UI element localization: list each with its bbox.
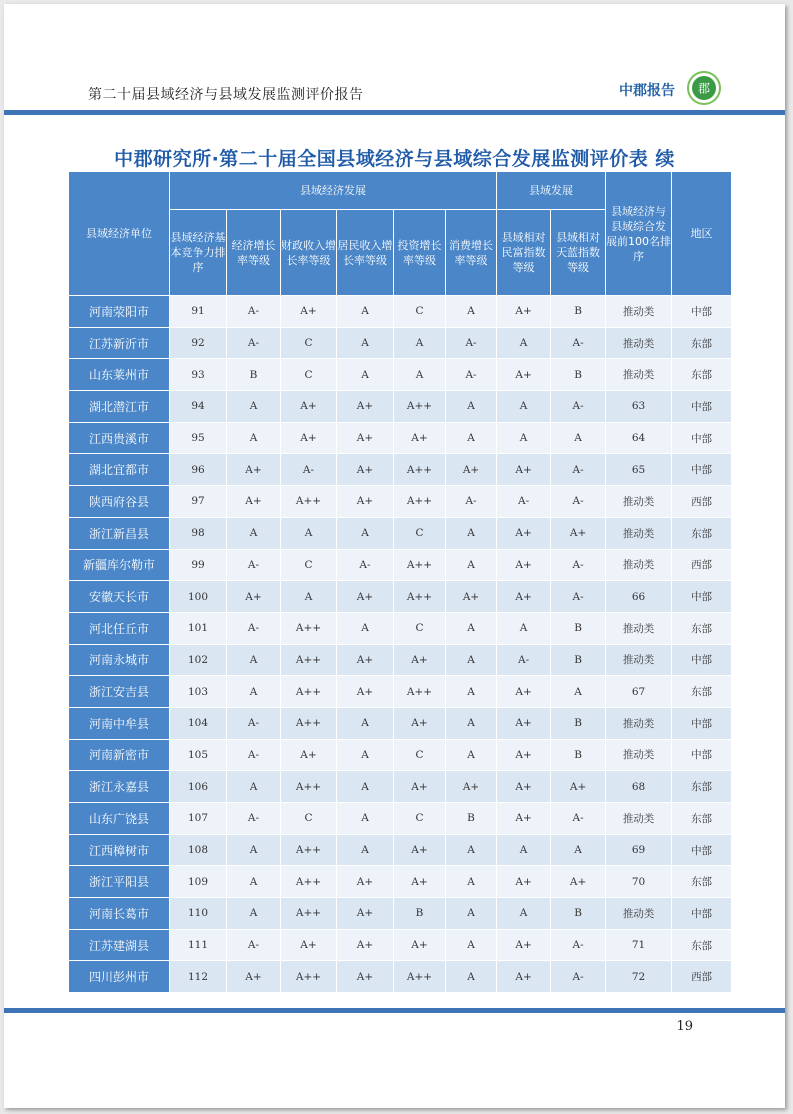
cell-composite-rank: 64 xyxy=(606,422,672,454)
cell-competitiveness-rank: 91 xyxy=(170,296,227,328)
cell-county: 河南长葛市 xyxy=(69,898,170,930)
cell-bluesky-index: A- xyxy=(551,486,606,518)
cell-bluesky-index: A+ xyxy=(551,771,606,803)
cell-county: 河北任丘市 xyxy=(69,612,170,644)
cell-economic-growth: A- xyxy=(227,739,281,771)
cell-investment-growth: C xyxy=(394,517,446,549)
cell-consumption-growth: A xyxy=(446,898,497,930)
table-row xyxy=(69,644,732,676)
cell-investment-growth: A+ xyxy=(394,644,446,676)
footer-rule xyxy=(4,1008,785,1013)
cell-bluesky-index: A xyxy=(551,834,606,866)
cell-wealth-index: A+ xyxy=(497,454,551,486)
cell-investment-growth: A++ xyxy=(394,391,446,423)
cell-wealth-index: A+ xyxy=(497,296,551,328)
cell-investment-growth: A+ xyxy=(394,929,446,961)
cell-competitiveness-rank: 109 xyxy=(170,866,227,898)
cell-wealth-index: A- xyxy=(497,486,551,518)
cell-bluesky-index: A- xyxy=(551,803,606,835)
cell-fiscal-growth: A+ xyxy=(281,929,337,961)
cell-composite-rank: 71 xyxy=(606,929,672,961)
cell-county: 安徽天长市 xyxy=(69,581,170,613)
cell-income-growth: A+ xyxy=(337,898,394,930)
cell-consumption-growth: A+ xyxy=(446,454,497,486)
cell-competitiveness-rank: 94 xyxy=(170,391,227,423)
cell-income-growth: A xyxy=(337,707,394,739)
cell-composite-rank: 推动类 xyxy=(606,803,672,835)
cell-competitiveness-rank: 101 xyxy=(170,612,227,644)
cell-economic-growth: A+ xyxy=(227,961,281,993)
cell-economic-growth: A xyxy=(227,644,281,676)
cell-wealth-index: A- xyxy=(497,644,551,676)
cell-fiscal-growth: A+ xyxy=(281,391,337,423)
cell-bluesky-index: B xyxy=(551,707,606,739)
cell-county: 浙江新昌县 xyxy=(69,517,170,549)
cell-wealth-index: A xyxy=(497,327,551,359)
cell-county: 江西樟树市 xyxy=(69,834,170,866)
cell-bluesky-index: A- xyxy=(551,391,606,423)
cell-wealth-index: A xyxy=(497,834,551,866)
table-row xyxy=(69,898,732,930)
col-header-fiscal-growth: 财政收入增长率等级 xyxy=(281,210,337,296)
cell-income-growth: A xyxy=(337,296,394,328)
cell-income-growth: A+ xyxy=(337,486,394,518)
cell-consumption-growth: A xyxy=(446,549,497,581)
cell-fiscal-growth: A++ xyxy=(281,961,337,993)
cell-county: 江苏新沂市 xyxy=(69,327,170,359)
cell-income-growth: A xyxy=(337,803,394,835)
cell-investment-growth: C xyxy=(394,803,446,835)
cell-composite-rank: 推动类 xyxy=(606,549,672,581)
cell-investment-growth: C xyxy=(394,612,446,644)
cell-wealth-index: A+ xyxy=(497,866,551,898)
cell-income-growth: A+ xyxy=(337,581,394,613)
cell-consumption-growth: B xyxy=(446,803,497,835)
cell-investment-growth: C xyxy=(394,739,446,771)
cell-consumption-growth: A- xyxy=(446,486,497,518)
cell-region: 中部 xyxy=(672,391,732,423)
cell-composite-rank: 67 xyxy=(606,676,672,708)
cell-bluesky-index: A- xyxy=(551,581,606,613)
cell-fiscal-growth: A++ xyxy=(281,771,337,803)
col-header-income-growth: 居民收入增长率等级 xyxy=(337,210,394,296)
cell-consumption-growth: A xyxy=(446,612,497,644)
cell-investment-growth: A++ xyxy=(394,676,446,708)
cell-income-growth: A- xyxy=(337,549,394,581)
cell-composite-rank: 推动类 xyxy=(606,486,672,518)
cell-bluesky-index: A xyxy=(551,422,606,454)
cell-region: 东部 xyxy=(672,803,732,835)
cell-region: 西部 xyxy=(672,961,732,993)
cell-fiscal-growth: C xyxy=(281,803,337,835)
cell-economic-growth: A- xyxy=(227,707,281,739)
cell-bluesky-index: A- xyxy=(551,454,606,486)
col-header-bluesky-index: 县域相对天蓝指数等级 xyxy=(551,210,606,296)
cell-economic-growth: A- xyxy=(227,929,281,961)
col-header-investment-growth: 投资增长率等级 xyxy=(394,210,446,296)
cell-investment-growth: A+ xyxy=(394,866,446,898)
cell-economic-growth: A- xyxy=(227,549,281,581)
cell-region: 东部 xyxy=(672,517,732,549)
cell-composite-rank: 65 xyxy=(606,454,672,486)
cell-region: 东部 xyxy=(672,929,732,961)
table-row xyxy=(69,422,732,454)
cell-fiscal-growth: A++ xyxy=(281,676,337,708)
cell-investment-growth: A+ xyxy=(394,707,446,739)
cell-competitiveness-rank: 106 xyxy=(170,771,227,803)
cell-consumption-growth: A+ xyxy=(446,581,497,613)
cell-composite-rank: 推动类 xyxy=(606,327,672,359)
cell-economic-growth: A xyxy=(227,676,281,708)
cell-economic-growth: A+ xyxy=(227,486,281,518)
table-row xyxy=(69,486,732,518)
cell-region: 中部 xyxy=(672,296,732,328)
cell-wealth-index: A+ xyxy=(497,929,551,961)
cell-county: 浙江永嘉县 xyxy=(69,771,170,803)
cell-fiscal-growth: A++ xyxy=(281,644,337,676)
cell-composite-rank: 66 xyxy=(606,581,672,613)
cell-income-growth: A xyxy=(337,327,394,359)
cell-county: 河南荥阳市 xyxy=(69,296,170,328)
cell-bluesky-index: B xyxy=(551,359,606,391)
cell-income-growth: A+ xyxy=(337,422,394,454)
table-body xyxy=(69,296,732,993)
cell-investment-growth: A xyxy=(394,359,446,391)
cell-wealth-index: A+ xyxy=(497,739,551,771)
brand-name: 中郡报告 xyxy=(619,83,675,99)
cell-region: 中部 xyxy=(672,454,732,486)
col-header-region: 地区 xyxy=(672,172,732,296)
cell-income-growth: A+ xyxy=(337,454,394,486)
cell-bluesky-index: B xyxy=(551,898,606,930)
cell-economic-growth: A- xyxy=(227,296,281,328)
cell-investment-growth: A++ xyxy=(394,549,446,581)
table-row xyxy=(69,739,732,771)
cell-wealth-index: A+ xyxy=(497,581,551,613)
header-rule xyxy=(4,110,785,115)
cell-composite-rank: 推动类 xyxy=(606,644,672,676)
table-row xyxy=(69,676,732,708)
cell-competitiveness-rank: 93 xyxy=(170,359,227,391)
cell-region: 东部 xyxy=(672,676,732,708)
table-row xyxy=(69,549,732,581)
cell-income-growth: A xyxy=(337,771,394,803)
cell-consumption-growth: A xyxy=(446,296,497,328)
cell-consumption-growth: A xyxy=(446,517,497,549)
cell-bluesky-index: A- xyxy=(551,549,606,581)
col-group-economy: 县域经济发展 xyxy=(170,172,497,210)
cell-income-growth: A xyxy=(337,612,394,644)
cell-fiscal-growth: A++ xyxy=(281,898,337,930)
cell-county: 江苏建湖县 xyxy=(69,929,170,961)
cell-fiscal-growth: A xyxy=(281,517,337,549)
cell-fiscal-growth: A++ xyxy=(281,707,337,739)
cell-region: 东部 xyxy=(672,327,732,359)
cell-consumption-growth: A xyxy=(446,391,497,423)
table-row xyxy=(69,359,732,391)
report-running-title: 第二十届县域经济与县域发展监测评价报告 xyxy=(88,87,364,103)
table-row xyxy=(69,771,732,803)
cell-bluesky-index: B xyxy=(551,612,606,644)
report-page xyxy=(4,4,785,1108)
cell-bluesky-index: A+ xyxy=(551,866,606,898)
cell-composite-rank: 70 xyxy=(606,866,672,898)
cell-economic-growth: A xyxy=(227,834,281,866)
cell-competitiveness-rank: 102 xyxy=(170,644,227,676)
cell-investment-growth: A+ xyxy=(394,771,446,803)
cell-income-growth: A+ xyxy=(337,676,394,708)
cell-competitiveness-rank: 98 xyxy=(170,517,227,549)
cell-wealth-index: A xyxy=(497,612,551,644)
cell-income-growth: A xyxy=(337,739,394,771)
cell-investment-growth: A++ xyxy=(394,486,446,518)
table-row xyxy=(69,296,732,328)
cell-competitiveness-rank: 100 xyxy=(170,581,227,613)
table-row xyxy=(69,612,732,644)
cell-competitiveness-rank: 99 xyxy=(170,549,227,581)
cell-wealth-index: A xyxy=(497,422,551,454)
cell-fiscal-growth: A xyxy=(281,581,337,613)
cell-economic-growth: B xyxy=(227,359,281,391)
cell-composite-rank: 72 xyxy=(606,961,672,993)
cell-composite-rank: 推动类 xyxy=(606,707,672,739)
cell-region: 中部 xyxy=(672,898,732,930)
cell-composite-rank: 推动类 xyxy=(606,517,672,549)
cell-region: 东部 xyxy=(672,359,732,391)
cell-income-growth: A xyxy=(337,359,394,391)
cell-competitiveness-rank: 97 xyxy=(170,486,227,518)
cell-economic-growth: A xyxy=(227,898,281,930)
cell-investment-growth: A+ xyxy=(394,422,446,454)
cell-fiscal-growth: A- xyxy=(281,454,337,486)
table-row xyxy=(69,391,732,423)
cell-county: 新疆库尔勒市 xyxy=(69,549,170,581)
table-row xyxy=(69,834,732,866)
cell-investment-growth: A++ xyxy=(394,454,446,486)
cell-county: 山东莱州市 xyxy=(69,359,170,391)
cell-county: 河南永城市 xyxy=(69,644,170,676)
cell-bluesky-index: A- xyxy=(551,327,606,359)
cell-composite-rank: 68 xyxy=(606,771,672,803)
cell-consumption-growth: A- xyxy=(446,327,497,359)
table-row xyxy=(69,581,732,613)
col-header-competitiveness: 县域经济基本竞争力排序 xyxy=(170,210,227,296)
cell-competitiveness-rank: 108 xyxy=(170,834,227,866)
table-row xyxy=(69,327,732,359)
cell-consumption-growth: A xyxy=(446,929,497,961)
cell-consumption-growth: A xyxy=(446,834,497,866)
cell-fiscal-growth: A++ xyxy=(281,834,337,866)
cell-income-growth: A+ xyxy=(337,391,394,423)
cell-region: 西部 xyxy=(672,486,732,518)
cell-competitiveness-rank: 95 xyxy=(170,422,227,454)
cell-bluesky-index: A- xyxy=(551,961,606,993)
cell-fiscal-growth: A+ xyxy=(281,739,337,771)
cell-county: 四川彭州市 xyxy=(69,961,170,993)
col-header-economic-growth: 经济增长率等级 xyxy=(227,210,281,296)
cell-county: 陕西府谷县 xyxy=(69,486,170,518)
cell-fiscal-growth: A++ xyxy=(281,866,337,898)
cell-bluesky-index: A+ xyxy=(551,517,606,549)
cell-income-growth: A+ xyxy=(337,961,394,993)
cell-wealth-index: A+ xyxy=(497,676,551,708)
cell-investment-growth: A+ xyxy=(394,834,446,866)
cell-economic-growth: A- xyxy=(227,327,281,359)
cell-fiscal-growth: A++ xyxy=(281,486,337,518)
cell-composite-rank: 63 xyxy=(606,391,672,423)
brand-logo-icon xyxy=(687,71,721,105)
cell-income-growth: A xyxy=(337,834,394,866)
col-header-unit: 县域经济单位 xyxy=(69,172,170,296)
col-header-composite: 县域经济与县域综合发展前100名排序 xyxy=(606,172,672,296)
cell-wealth-index: A xyxy=(497,391,551,423)
cell-consumption-growth: A+ xyxy=(446,771,497,803)
cell-economic-growth: A xyxy=(227,391,281,423)
cell-consumption-growth: A xyxy=(446,739,497,771)
cell-economic-growth: A+ xyxy=(227,454,281,486)
cell-income-growth: A+ xyxy=(337,644,394,676)
cell-fiscal-growth: C xyxy=(281,327,337,359)
cell-consumption-growth: A xyxy=(446,422,497,454)
page-number: 19 xyxy=(676,1019,693,1034)
cell-wealth-index: A+ xyxy=(497,771,551,803)
table-row xyxy=(69,707,732,739)
cell-county: 河南中牟县 xyxy=(69,707,170,739)
col-group-development: 县域发展 xyxy=(497,172,606,210)
cell-investment-growth: A xyxy=(394,327,446,359)
cell-income-growth: A+ xyxy=(337,929,394,961)
cell-economic-growth: A xyxy=(227,422,281,454)
cell-competitiveness-rank: 107 xyxy=(170,803,227,835)
table-row xyxy=(69,454,732,486)
table-row xyxy=(69,803,732,835)
cell-county: 江西贵溪市 xyxy=(69,422,170,454)
cell-competitiveness-rank: 103 xyxy=(170,676,227,708)
cell-fiscal-growth: A++ xyxy=(281,612,337,644)
cell-consumption-growth: A xyxy=(446,644,497,676)
cell-wealth-index: A+ xyxy=(497,549,551,581)
cell-economic-growth: A xyxy=(227,771,281,803)
cell-consumption-growth: A xyxy=(446,866,497,898)
cell-composite-rank: 推动类 xyxy=(606,359,672,391)
cell-investment-growth: A++ xyxy=(394,581,446,613)
cell-bluesky-index: B xyxy=(551,644,606,676)
cell-composite-rank: 推动类 xyxy=(606,296,672,328)
evaluation-table xyxy=(68,171,732,993)
cell-composite-rank: 推动类 xyxy=(606,898,672,930)
cell-fiscal-growth: A+ xyxy=(281,422,337,454)
cell-bluesky-index: B xyxy=(551,739,606,771)
cell-economic-growth: A xyxy=(227,517,281,549)
cell-county: 河南新密市 xyxy=(69,739,170,771)
cell-region: 东部 xyxy=(672,612,732,644)
cell-region: 中部 xyxy=(672,581,732,613)
cell-county: 浙江平阳县 xyxy=(69,866,170,898)
logo-glyph: 郡 xyxy=(697,81,711,96)
cell-wealth-index: A xyxy=(497,898,551,930)
cell-region: 中部 xyxy=(672,644,732,676)
cell-competitiveness-rank: 105 xyxy=(170,739,227,771)
cell-bluesky-index: B xyxy=(551,296,606,328)
cell-investment-growth: B xyxy=(394,898,446,930)
cell-region: 东部 xyxy=(672,771,732,803)
cell-region: 中部 xyxy=(672,422,732,454)
cell-wealth-index: A+ xyxy=(497,517,551,549)
cell-composite-rank: 推动类 xyxy=(606,612,672,644)
cell-competitiveness-rank: 96 xyxy=(170,454,227,486)
cell-consumption-growth: A xyxy=(446,707,497,739)
cell-county: 山东广饶县 xyxy=(69,803,170,835)
cell-competitiveness-rank: 111 xyxy=(170,929,227,961)
cell-region: 东部 xyxy=(672,866,732,898)
cell-fiscal-growth: A+ xyxy=(281,296,337,328)
table-row xyxy=(69,866,732,898)
cell-income-growth: A+ xyxy=(337,866,394,898)
cell-region: 中部 xyxy=(672,739,732,771)
cell-wealth-index: A+ xyxy=(497,961,551,993)
cell-composite-rank: 69 xyxy=(606,834,672,866)
table-row xyxy=(69,961,732,993)
cell-composite-rank: 推动类 xyxy=(606,739,672,771)
cell-fiscal-growth: C xyxy=(281,359,337,391)
cell-investment-growth: C xyxy=(394,296,446,328)
col-header-consumption-growth: 消费增长率等级 xyxy=(446,210,497,296)
cell-consumption-growth: A xyxy=(446,676,497,708)
col-header-wealth-index: 县域相对民富指数等级 xyxy=(497,210,551,296)
cell-competitiveness-rank: 104 xyxy=(170,707,227,739)
table-row xyxy=(69,517,732,549)
cell-income-growth: A xyxy=(337,517,394,549)
cell-wealth-index: A+ xyxy=(497,803,551,835)
cell-competitiveness-rank: 110 xyxy=(170,898,227,930)
cell-bluesky-index: A- xyxy=(551,929,606,961)
cell-fiscal-growth: C xyxy=(281,549,337,581)
cell-economic-growth: A xyxy=(227,866,281,898)
cell-bluesky-index: A xyxy=(551,676,606,708)
cell-economic-growth: A- xyxy=(227,803,281,835)
cell-county: 浙江安吉县 xyxy=(69,676,170,708)
cell-region: 中部 xyxy=(672,834,732,866)
cell-county: 湖北潜江市 xyxy=(69,391,170,423)
cell-consumption-growth: A xyxy=(446,961,497,993)
cell-competitiveness-rank: 92 xyxy=(170,327,227,359)
cell-wealth-index: A+ xyxy=(497,359,551,391)
cell-county: 湖北宜都市 xyxy=(69,454,170,486)
cell-economic-growth: A+ xyxy=(227,581,281,613)
cell-consumption-growth: A- xyxy=(446,359,497,391)
cell-investment-growth: A++ xyxy=(394,961,446,993)
cell-competitiveness-rank: 112 xyxy=(170,961,227,993)
cell-economic-growth: A- xyxy=(227,612,281,644)
cell-region: 中部 xyxy=(672,707,732,739)
cell-wealth-index: A+ xyxy=(497,707,551,739)
cell-region: 西部 xyxy=(672,549,732,581)
table-title: 中郡研究所·第二十届全国县域经济与县域综合发展监测评价表 续 xyxy=(114,148,675,170)
table-row xyxy=(69,929,732,961)
